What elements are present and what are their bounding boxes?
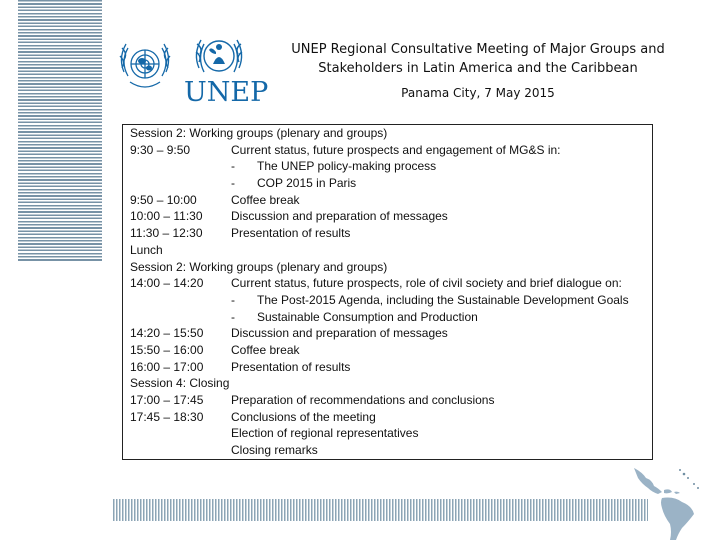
agenda-row (123, 392, 652, 409)
session-heading: Session 2: Working groups (plenary and groups) (130, 126, 388, 140)
agenda-item-text: Presentation of results (231, 226, 351, 241)
session-heading: Session 4: Closing (130, 376, 230, 391)
agenda-item-text: Current status, future prospects, role of civil society and brief dialogue on: (231, 276, 622, 291)
agenda-row (123, 325, 652, 342)
bullet-marker: - (231, 159, 235, 174)
agenda-row (123, 242, 652, 259)
agenda-row (123, 175, 652, 192)
left-stripe-decoration (18, 0, 102, 262)
time-slot: 15:50 – 16:00 (130, 342, 204, 357)
agenda-item-text: Coffee break (231, 192, 300, 207)
bullet-item-text: The UNEP policy-making process (257, 159, 437, 174)
agenda-item-text: Coffee break (231, 342, 300, 357)
unep-emblem-icon (185, 30, 253, 82)
time-slot: 9:50 – 10:00 (130, 192, 197, 207)
page-title (278, 40, 678, 78)
agenda-row (123, 225, 652, 242)
title-line-2: Stakeholders in Latin America and the Caribbean (318, 61, 638, 76)
un-emblem-icon (110, 32, 180, 100)
time-slot: 11:30 – 12:30 (130, 226, 203, 241)
unep-logo-text: UNEP (184, 77, 269, 108)
time-slot: 9:30 – 9:50 (130, 142, 191, 157)
bullet-item-text: The Post-2015 Agenda, including the Sustainable Development Goals (257, 292, 629, 307)
agenda-row (123, 359, 652, 376)
agenda-item-text: Current status, future prospects and engagement of MG&S in: (231, 142, 561, 157)
agenda-row (123, 442, 652, 459)
agenda-item-text: Preparation of recommendations and conclusions (231, 393, 495, 407)
time-slot: 14:20 – 15:50 (130, 326, 204, 341)
agenda-table (122, 124, 653, 460)
bullet-marker: - (231, 292, 235, 307)
agenda-row (123, 375, 652, 392)
session-heading: Session 2: Working groups (plenary and groups) (130, 259, 388, 274)
time-slot: 14:00 – 14:20 (130, 276, 204, 291)
page-subtitle: Panama City, 7 May 2015 (401, 86, 555, 100)
time-slot: 16:00 – 17:00 (130, 359, 204, 374)
bullet-marker: - (231, 176, 235, 191)
agenda-row (123, 259, 652, 276)
bullet-item-text: COP 2015 in Paris (257, 176, 357, 191)
agenda-item-text: Presentation of results (231, 359, 351, 374)
bullet-marker: - (231, 309, 235, 324)
title-line-1: UNEP Regional Consultative Meeting of Major Groups and (291, 42, 665, 57)
agenda-row (123, 208, 652, 225)
agenda-row (123, 275, 652, 292)
bottom-stripe-decoration (113, 499, 648, 521)
time-slot: 10:00 – 11:30 (130, 209, 203, 224)
agenda-item-text: Election of regional representatives (231, 426, 419, 441)
agenda-row (123, 292, 652, 309)
agenda-item-text: Discussion and preparation of messages (231, 326, 448, 341)
agenda-item-text: Conclusions of the meeting (231, 409, 376, 424)
agenda-row (123, 342, 652, 359)
agenda-row (123, 158, 652, 175)
session-heading: Lunch (130, 242, 163, 257)
agenda-row (123, 309, 652, 326)
agenda-row (123, 425, 652, 442)
bullet-item-text: Sustainable Consumption and Production (257, 309, 478, 324)
agenda-row (123, 192, 652, 209)
agenda-row (123, 409, 652, 426)
agenda-row (123, 142, 652, 159)
agenda-row (123, 125, 652, 142)
time-slot: 17:45 – 18:30 (130, 409, 204, 424)
time-slot: 17:00 – 17:45 (130, 393, 204, 407)
latin-america-map-icon (628, 466, 708, 540)
agenda-item-text: Discussion and preparation of messages (231, 209, 448, 224)
agenda-item-text: Closing remarks (231, 443, 318, 458)
